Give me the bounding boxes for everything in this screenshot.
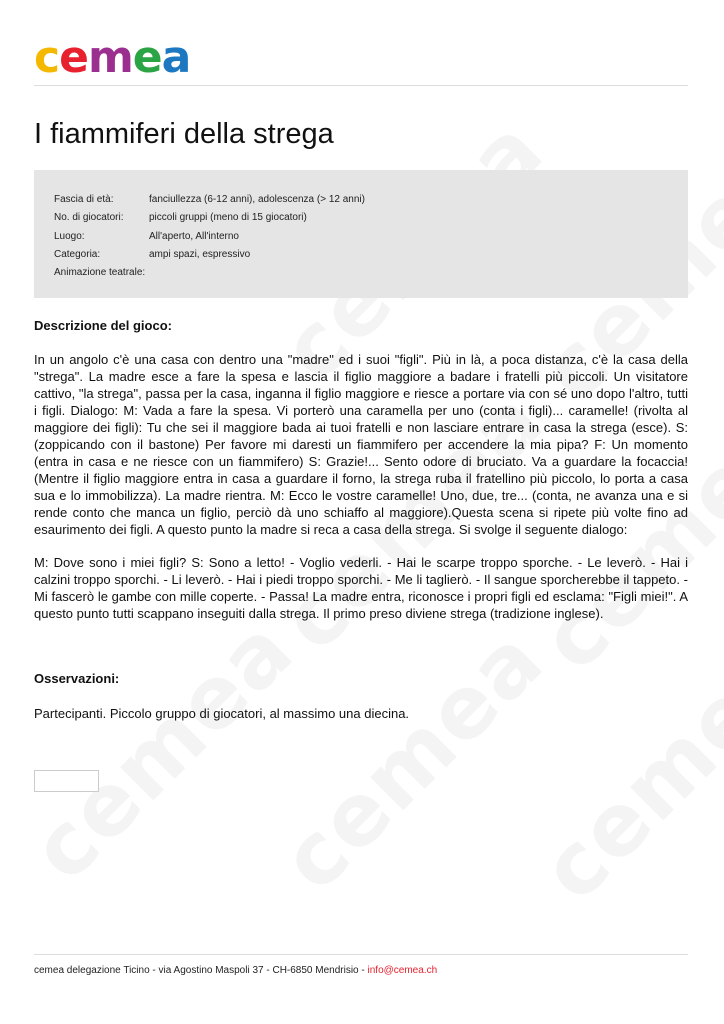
watermark-text <box>12 600 313 901</box>
observations-text: Partecipanti. Piccolo gruppo di giocatori, al massimo una diecina. <box>34 706 410 721</box>
watermark-text <box>522 620 724 921</box>
observations-heading: Osservazioni: <box>34 671 120 686</box>
page-title: I fiammiferi della strega <box>34 118 334 150</box>
footer-divider <box>34 954 688 955</box>
cemea-logo[interactable] <box>34 32 191 83</box>
logo-letter: e <box>59 32 88 83</box>
footer <box>34 965 437 976</box>
footer-address: cemea delegazione Ticino - via Agostino Maspoli 37 - CH-6850 Mendrisio - <box>34 965 368 976</box>
info-box <box>34 170 688 298</box>
logo-letter: m <box>87 32 133 83</box>
description-heading: Descrizione del gioco: <box>34 318 172 333</box>
info-label: No. di giocatori: <box>54 212 124 223</box>
logo-letter: e <box>132 32 162 83</box>
watermark-text <box>262 610 563 911</box>
description-paragraph: M: Dove sono i miei figli? S: Sono a letto! - Voglio vederli. - Hai le scarpe troppo sporche. - Le leverò. - Hai i calzini troppo sporchi. - Li leverò. - Hai i piedi troppo sporchi. - Me li taglierò. - Il sangue sporcherebbe il tappeto. - Mi fascerò le gambe con mille coperte. - Passa! La madre entra, riconosce i propri figli ed esclama: "Figli miei!". A questo punto tutti scappano inseguiti dalla strega. Il primo preso diviene strega (tradizione inglese). <box>34 555 688 621</box>
info-value: fanciullezza (6-12 anni), adolescenza (> 12 anni) <box>149 194 365 205</box>
info-label: Categoria: <box>54 249 101 260</box>
description-paragraph: In un angolo c'è una casa con dentro una "madre" ed i suoi "figli". Più in là, a poca distanza, c'è la casa della "strega". La madre esce a fare la spesa e lascia il figlio maggiore a badare i fratelli più piccoli. Un visitatore cattivo, "la strega", passa per la casa, inganna il figlio maggiore e riesce a portare via con sé uno dopo l'altro, tutti i figli. Dialogo: M: Vada a fare la spesa. Vi porterò una caramella per uno (conta i figli)... caramelle! (rivolta al maggiore dei figli): Tu che sei il maggiore bada ai tuoi fratelli e non lasciare entrare in casa la strega (esce). S: (zoppicando con il bastone) Per favore mi daresti un fiammifero per accendere la mia pipa? F: Un momento (entra in casa e ne riesce con un fiammifero) S: Grazie!... Sento odore di bruciato. Va a guardare la focaccia! (Mentre il figlio maggiore entra in casa a guardare il forno, la strega ruba il fratellino più piccolo, lo porta a casa sua e lo immobilizza). La madre rientra. M: Ecco le vostre caramelle! Uno, due, tre... (conta, ne avanza una e si rende conto che manca un figlio, perciò dà uno schiaffo al maggiore).Questa scena si ripete più volte fino ad esaurimento dei figli. A questo punto la madre si reca a casa della strega. Si svolge il seguente dialogo: <box>34 352 688 537</box>
info-label: Luogo: <box>54 231 85 242</box>
logo-letter: a <box>161 32 191 83</box>
info-label: Fascia di età: <box>54 194 114 205</box>
logo-letter: c <box>34 32 60 83</box>
info-value: All'aperto, All'interno <box>149 231 239 242</box>
info-value: ampi spazi, espressivo <box>149 249 251 260</box>
empty-image-placeholder <box>34 770 99 792</box>
info-label: Animazione teatrale: <box>54 267 146 278</box>
info-value: piccoli gruppi (meno di 15 giocatori) <box>149 212 307 223</box>
header-divider <box>34 85 688 86</box>
footer-email-link[interactable]: info@cemea.ch <box>367 965 438 976</box>
